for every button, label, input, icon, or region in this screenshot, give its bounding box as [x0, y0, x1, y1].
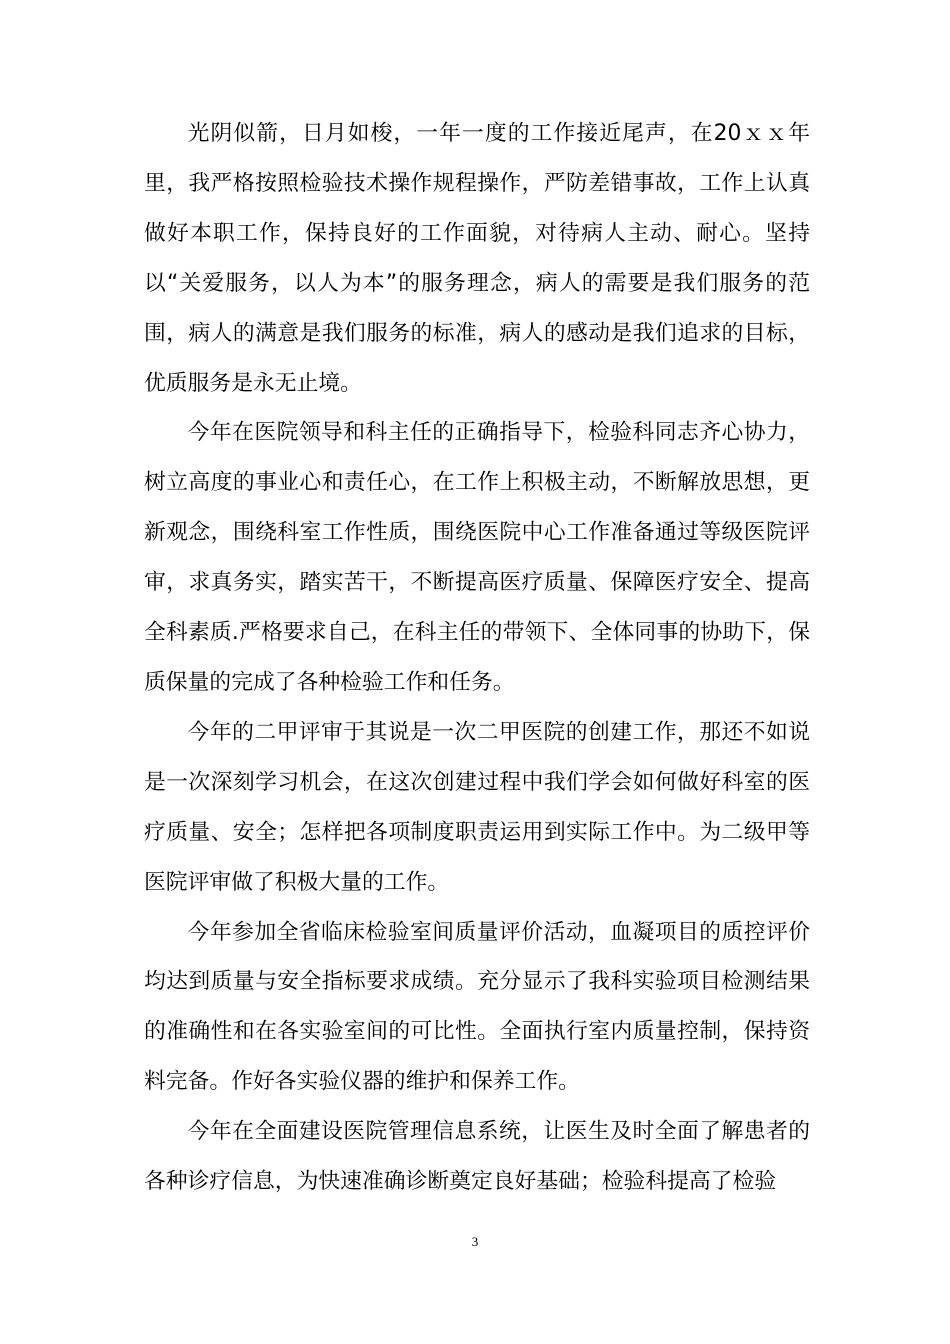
paragraph-4: 今年参加全省临床检验室间质量评价活动，血凝项目的质控评价均达到质量与安全指标要求成绩。充分显示了我科实验项目检测结果的准确性和在各实验室间的可比性。全面执行室内质量控制，保持资料完备。作好各实验仪器的维护和保养工作。 [144, 919, 810, 1095]
paragraph-5: 今年在全面建设医院管理信息系统，让医生及时全面了解患者的各种诊疗信息，为快速准确诊断奠定良好基础；检验科提高了检验 [144, 1119, 810, 1195]
paragraph-3: 今年的二甲评审于其说是一次二甲医院的创建工作，那还不如说是一次深刻学习机会，在这次创建过程中我们学会如何做好科室的医疗质量、安全；怎样把各项制度职责运用到实际工作中。为二级甲等医院评审做了积极大量的工作。 [144, 719, 810, 895]
paragraph-2: 今年在医院领导和科主任的正确指导下，检验科同志齐心协力，树立高度的事业心和责任心，在工作上积极主动，不断解放思想，更新观念，围绕科室工作性质，围绕医院中心工作准备通过等级医院评审，求真务实，踏实苦干，不断提高医疗质量、保障医疗安全、提高全科素质.严格要求自己，在科主任的带领下、全体同事的协助下，保质保量的完成了各种检验工作和任务。 [144, 420, 810, 695]
body-text [144, 109, 810, 1207]
page-number: 3 [471, 1234, 479, 1249]
paragraph-1: 光阴似箭，日月如梭，一年一度的工作接近尾声，在20ｘｘ年里，我严格按照检验技术操作规程操作，严防差错事故，工作上认真做好本职工作，保持良好的工作面貌，对待病人主动、耐心。坚持以“关爱服务，以人为本”的服务理念，病人的需要是我们服务的范围，病人的满意是我们服务的标准，病人的感动是我们追求的目标，优质服务是永无止境。 [144, 121, 810, 396]
